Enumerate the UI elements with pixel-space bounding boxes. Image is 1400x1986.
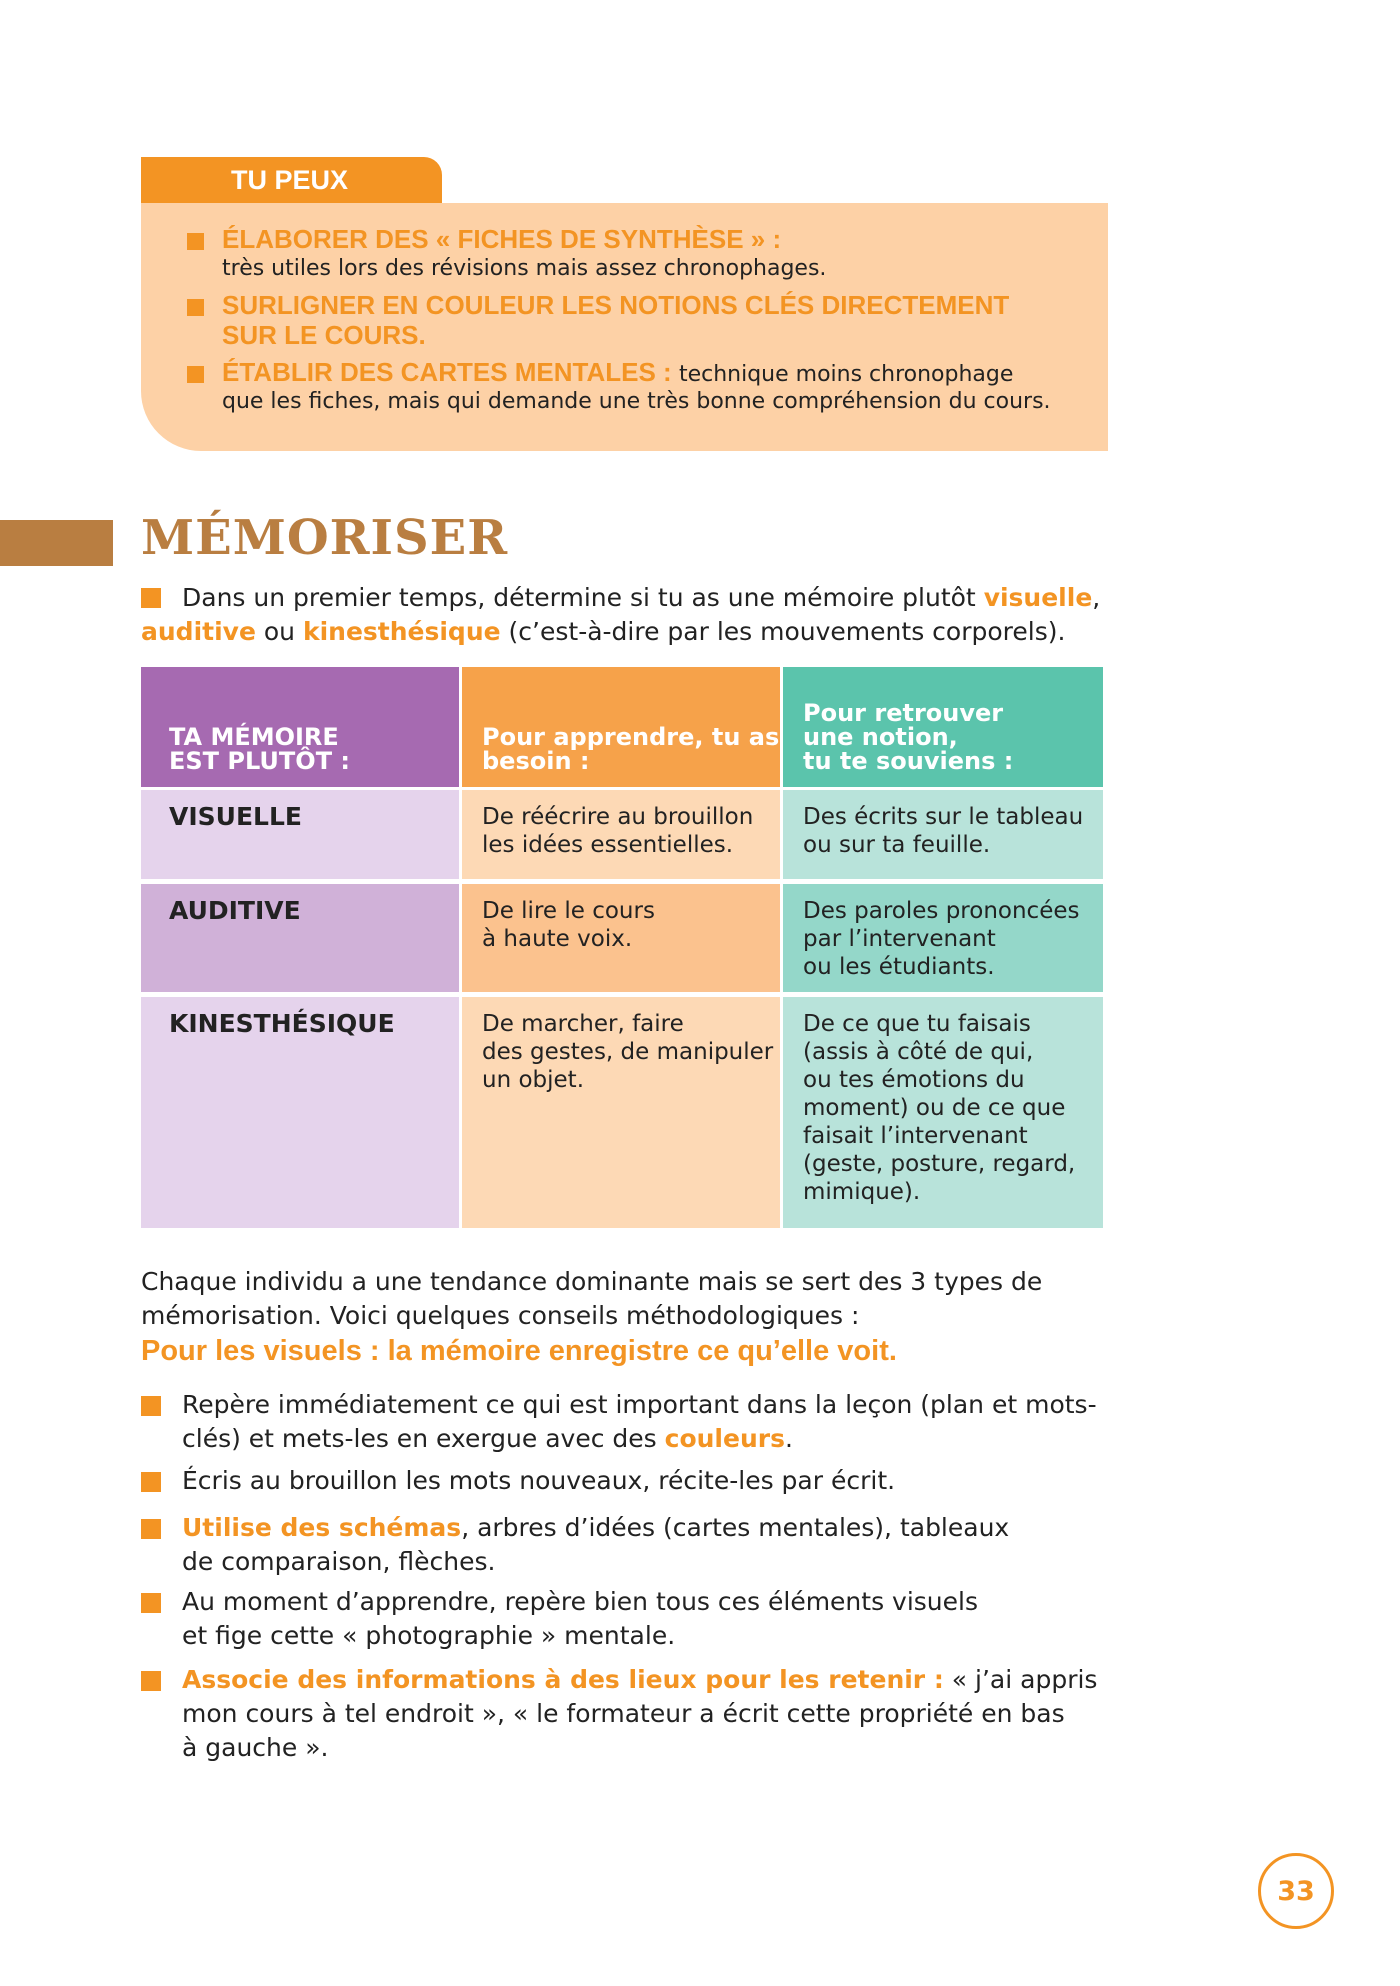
header-line: Pour apprendre, tu as	[482, 723, 780, 751]
header-line: besoin :	[482, 747, 590, 775]
table-cell-recall	[783, 997, 1103, 1228]
paragraph-line: Chaque individu a une tendance dominante mais se sert des 3 types de	[141, 1267, 1043, 1296]
cell-line: mimique).	[803, 1179, 921, 1205]
keyword-auditive: auditive	[141, 617, 256, 646]
section-bar	[0, 520, 113, 566]
list-item-line	[182, 1422, 793, 1456]
list-item-line: Au moment d’apprendre, repère bien tous ces éléments visuels	[182, 1587, 979, 1616]
header-line: tu te souviens :	[803, 747, 1014, 775]
list-item-line: à gauche ».	[182, 1733, 329, 1762]
keyword-kinesthesique: kinesthésique	[302, 617, 501, 646]
tip-item-title-line2: SUR LE COURS.	[222, 320, 426, 350]
list-item-line: de comparaison, flèches.	[182, 1547, 496, 1576]
bullet-square-icon	[187, 299, 204, 316]
keyword-associe: Associe des informations à des lieux pour les retenir :	[182, 1665, 944, 1694]
table-cell-learn	[462, 790, 780, 879]
cell-line: faisait l’intervenant	[803, 1123, 1028, 1149]
bullet-square-icon	[141, 1519, 161, 1539]
list-item-text: clés) et mets-les en exergue avec des	[182, 1424, 665, 1453]
bullet-square-icon	[141, 1472, 161, 1492]
cell-line: Des écrits sur le tableau	[803, 804, 1084, 830]
keyword-couleurs: couleurs	[664, 1424, 785, 1453]
intro-line1	[182, 581, 1100, 615]
intro-comma: ,	[1092, 583, 1101, 612]
cell-line: moment) ou de ce que	[803, 1095, 1066, 1121]
cell-line: ou tes émotions du	[803, 1067, 1025, 1093]
list-item-line	[182, 1511, 1009, 1545]
table-row-label: VISUELLE	[141, 790, 459, 879]
header-line: Pour retrouver	[803, 699, 1004, 727]
tip-item-text: que les fiches, mais qui demande une très bonne compréhension du cours.	[222, 389, 1051, 414]
cell-line: ou les étudiants.	[803, 954, 995, 980]
cell-line: (geste, posture, regard,	[803, 1151, 1076, 1177]
keyword-schemas: Utilise des schémas	[182, 1513, 462, 1542]
table-header-recall	[783, 667, 1103, 787]
tip-box-tab-label: TU PEUX	[231, 165, 349, 195]
list-item-line: Repère immédiatement ce qui est important dans la leçon (plan et mots-	[182, 1390, 1097, 1419]
paragraph-line: mémorisation. Voici quelques conseils méthodologiques :	[141, 1301, 860, 1330]
cell-line: De ce que tu faisais	[803, 1011, 1031, 1037]
bullet-square-icon	[187, 233, 204, 250]
list-item-line: et fige cette « photographie » mentale.	[182, 1621, 676, 1650]
intro-text: (c’est-à-dire par les mouvements corporels).	[500, 617, 1066, 646]
cell-line: un objet.	[482, 1067, 585, 1093]
header-line: une notion,	[803, 723, 958, 751]
cell-line: à haute voix.	[482, 926, 633, 952]
bullet-square-icon	[141, 1593, 161, 1613]
cell-line: les idées essentielles.	[482, 832, 734, 858]
page-number: 33	[1258, 1853, 1334, 1929]
visuals-subheading: Pour les visuels : la mémoire enregistre ce qu’elle voit.	[141, 1335, 897, 1367]
tip-item-title: ÉLABORER DES « FICHES DE SYNTHÈSE » :	[222, 224, 782, 254]
intro-line2	[141, 615, 1065, 649]
tip-item-title: SURLIGNER EN COULEUR LES NOTIONS CLÉS DIRECTEMENT	[222, 290, 1010, 320]
cell-line: des gestes, de manipuler	[482, 1039, 774, 1065]
keyword-visuelle: visuelle	[983, 583, 1093, 612]
tip-item-inline-text: technique moins chronophage	[678, 362, 1014, 387]
cell-line: De réécrire au brouillon	[482, 804, 754, 830]
table-cell-recall	[783, 884, 1103, 992]
table-header-memory	[141, 667, 459, 787]
bullet-square-icon	[141, 1671, 161, 1691]
table-cell-learn	[462, 884, 780, 992]
tip-item-title: ÉTABLIR DES CARTES MENTALES :	[222, 357, 672, 387]
table-cell-learn	[462, 997, 780, 1228]
list-item-line: Écris au brouillon les mots nouveaux, récite-les par écrit.	[182, 1466, 896, 1495]
cell-line: ou sur ta feuille.	[803, 832, 991, 858]
cell-line: Des paroles prononcées	[803, 898, 1080, 924]
table-row-label: KINESTHÉSIQUE	[141, 997, 459, 1228]
list-item-text: « j’ai appris	[943, 1665, 1098, 1694]
bullet-square-icon	[141, 588, 161, 608]
tip-box	[141, 203, 1108, 451]
tip-item-text: très utiles lors des révisions mais assez chronophages.	[222, 256, 827, 281]
list-item-line	[182, 1663, 1097, 1697]
intro-text: Dans un premier temps, détermine si tu as une mémoire plutôt	[182, 583, 984, 612]
list-item-text: , arbres d’idées (cartes mentales), tableaux	[461, 1513, 1010, 1542]
cell-line: De marcher, faire	[482, 1011, 684, 1037]
section-title: MÉMORISER	[141, 510, 509, 566]
table-header-learn	[462, 667, 780, 787]
table-cell-recall	[783, 790, 1103, 879]
list-item-line: mon cours à tel endroit », « le formateur a écrit cette propriété en bas	[182, 1699, 1065, 1728]
list-item-text: .	[784, 1424, 793, 1453]
cell-line: (assis à côté de qui,	[803, 1039, 1034, 1065]
cell-line: par l’intervenant	[803, 926, 996, 952]
header-line: TA MÉMOIRE	[169, 723, 339, 751]
bullet-square-icon	[141, 1396, 161, 1416]
bullet-square-icon	[187, 366, 204, 383]
cell-line: De lire le cours	[482, 898, 655, 924]
table-row-label: AUDITIVE	[141, 884, 459, 992]
intro-text: ou	[255, 617, 303, 646]
tip-box-tab	[141, 157, 442, 203]
tip-item-title-row	[222, 357, 1092, 390]
header-line: EST PLUTÔT :	[169, 747, 351, 775]
